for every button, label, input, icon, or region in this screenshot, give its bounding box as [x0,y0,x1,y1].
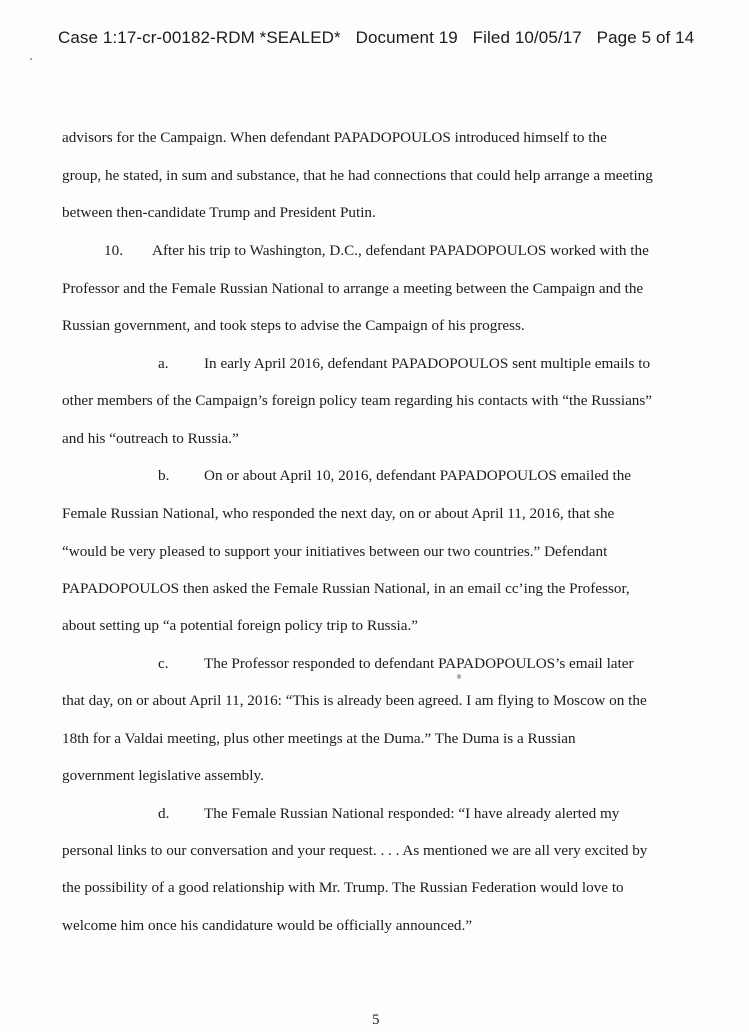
text-line: PAPADOPOULOS then asked the Female Russian National, in an email cc’ing the Professor, [62,580,630,597]
subparagraph-letter: a. [158,355,169,372]
text-line: “would be very pleased to support your initiatives between our two countries.” Defendant [62,543,608,560]
subparagraph-c-first-line [158,654,634,674]
subparagraph-letter: b. [158,467,170,484]
subparagraph-a-first-line [158,354,650,374]
text-line: about setting up “a potential foreign policy trip to Russia.” [62,617,418,634]
text-line: welcome him once his candidature would be officially announced.” [62,917,473,934]
scan-speck [457,674,461,679]
subparagraph-b-first-line [158,466,631,486]
text-line: the possibility of a good relationship with Mr. Trump. The Russian Federation would love to [62,879,624,896]
text-line: personal links to our conversation and your request. . . . As mentioned we are all very excited by [62,842,648,859]
text-line: Russian government, and took steps to advise the Campaign of his progress. [62,317,525,334]
page-number: 5 [372,1012,380,1028]
case-header [58,28,709,48]
text-line: Female Russian National, who responded the next day, on or about April 11, 2016, that she [62,505,615,522]
page-count: Page 5 of 14 [596,28,695,47]
text-line: On or about April 10, 2016, defendant PAPADOPOULOS emailed the [204,467,632,484]
subparagraph-letter: c. [158,655,169,672]
text-line: The Female Russian National responded: “I have already alerted my [204,805,620,822]
case-number: Case 1:17-cr-00182-RDM *SEALED* [58,28,341,47]
text-line: between then-candidate Trump and President Putin. [62,204,376,221]
paragraph-number: 10. [104,242,123,259]
text-line: government legislative assembly. [62,767,264,784]
text-line: that day, on or about April 11, 2016: “This is already been agreed. I am flying to Moscow on the [62,692,647,709]
text-line: other members of the Campaign’s foreign policy team regarding his contacts with “the Russians” [62,392,653,409]
text-line: and his “outreach to Russia.” [62,430,239,447]
document-number: Document 19 [355,28,458,47]
text-line: group, he stated, in sum and substance, that he had connections that could help arrange a meeting [62,167,653,184]
scan-speck [30,58,32,60]
text-line: advisors for the Campaign. When defendant PAPADOPOULOS introduced himself to the [62,129,607,146]
subparagraph-letter: d. [158,805,170,822]
text-line: The Professor responded to defendant PAPADOPOULOS’s email later [204,655,634,672]
text-line: In early April 2016, defendant PAPADOPOULOS sent multiple emails to [204,355,651,372]
text-line: After his trip to Washington, D.C., defendant PAPADOPOULOS worked with the [152,242,649,259]
text-line: Professor and the Female Russian National to arrange a meeting between the Campaign and the [62,280,644,297]
paragraph-10-first-line [104,241,649,261]
subparagraph-d-first-line [158,804,619,824]
filed-date: Filed 10/05/17 [472,28,582,47]
text-line: 18th for a Valdai meeting, plus other meetings at the Duma.” The Duma is a Russian [62,730,576,747]
